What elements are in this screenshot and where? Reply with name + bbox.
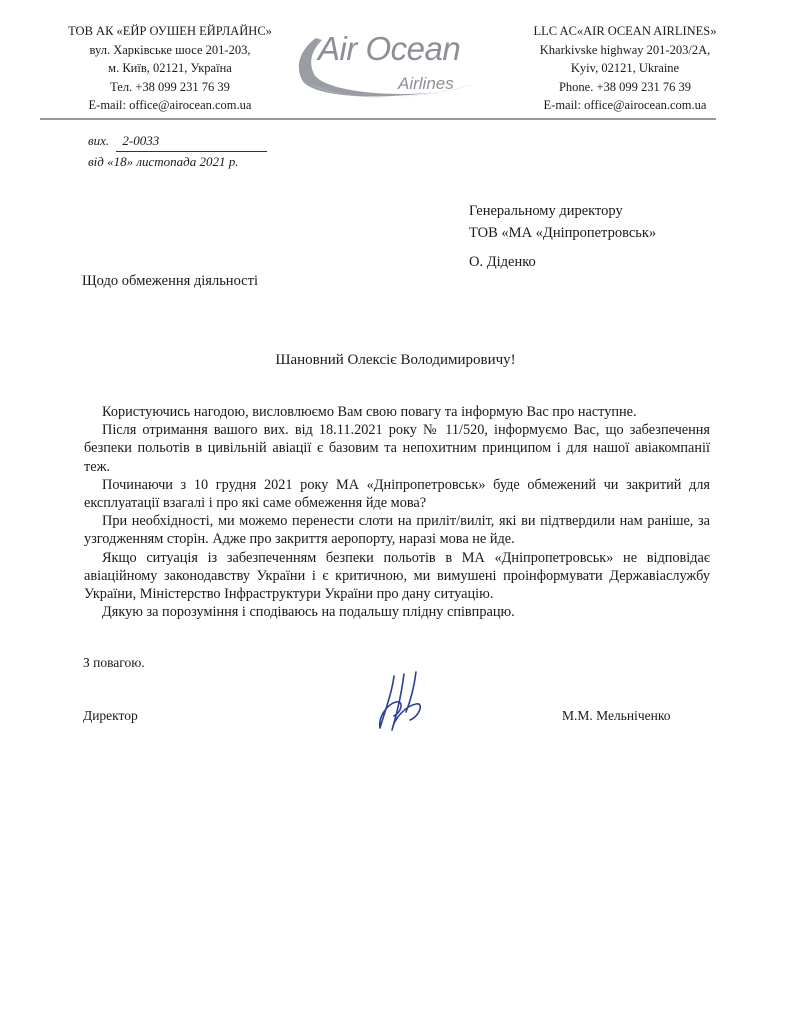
sender-city-en: Kyiv, 02121, Ukraine: [570, 61, 680, 75]
body-paragraph: Дякую за порозуміння і сподіваюсь на подальшу плідну співпрацю.: [102, 604, 515, 621]
addressee-block: [469, 200, 656, 273]
salutation: Шановний Олексіє Володимировичу!: [275, 352, 516, 368]
addressee-name: О. Діденко: [469, 254, 536, 270]
sender-street-en: Kharkivske highway 201-203/2A,: [539, 42, 711, 57]
sender-city-ua: м. Київ, 02121, Україна: [108, 61, 232, 75]
sender-email-en: E-mail: office@airocean.com.ua: [543, 98, 707, 112]
outgoing-number: 2-0033: [116, 131, 267, 152]
body-paragraph: Після отримання вашого вих. від 18.11.2021 року № 11/520, інформуємо Вас, що забезпечення безпеки польотів в цивільній авіації є базовим та непохитним принципом і для нашої авіакомпанії теж.: [84, 422, 710, 475]
sender-phone-ua: Тел. +38 099 231 76 39: [110, 79, 230, 94]
sender-email-ua: E-mail: office@airocean.com.ua: [88, 98, 252, 112]
sender-company-ua: ТОВ АК «ЕЙР ОУШЕН ЕЙРЛАЙНС»: [68, 24, 272, 38]
letter-body: [84, 403, 710, 621]
body-paragraph: Якщо ситуація із забезпеченням безпеки польотів в МА «Дніпропетровськ» не відповідає авіаційному законодавству України і є критичною, ми вимушені проінформувати Державіаслужбу України, Міністерство Інфраструктури України про дану ситуацію.: [84, 549, 710, 603]
signer-name: М.М. Мельніченко: [562, 708, 671, 723]
logo-main-text: Air Ocean: [318, 30, 461, 67]
sender-company-en: LLC AC«AIR OCEAN AIRLINES»: [533, 24, 717, 38]
header-divider: [40, 118, 716, 120]
signature-icon: [368, 668, 438, 738]
logo-sub-text: Airlines: [398, 74, 454, 93]
signer-position: Директор: [83, 708, 138, 723]
addressee-title: Генеральному директору: [469, 203, 623, 219]
addressee-company: ТОВ «МА «Дніпропетровськ»: [469, 225, 657, 241]
body-paragraph: Починаючи з 10 грудня 2021 року МА «Дніпропетровськ» буде обмежений чи закритий для експлуатації взагалі і про які саме обмеження йде мова?: [84, 476, 710, 512]
closing-phrase: З повагою.: [83, 655, 145, 670]
handwritten-signature: [368, 668, 438, 738]
sender-phone-en: Phone. +38 099 231 76 39: [558, 79, 692, 94]
company-logo: [288, 20, 488, 110]
reference-date: від «18» листопада 2021 р.: [88, 154, 239, 169]
body-paragraph: При необхідності, ми можемо перенести слоти на приліт/виліт, які ви підтвердили нам раніше, за узгодженням сторін. Адже про закриття аеропорту, наразі мова не йде.: [84, 513, 710, 548]
letter-subject: Щодо обмеження діяльності: [82, 273, 258, 289]
sender-address-ua: [40, 22, 300, 115]
outgoing-label: вих.: [88, 133, 110, 148]
outgoing-reference: [88, 131, 267, 152]
sender-street-ua: вул. Харківське шосе 201-203,: [89, 42, 251, 57]
sender-address-en: [490, 22, 760, 115]
body-paragraph: Користуючись нагодою, висловлюємо Вам свою повагу та інформую Вас про наступне.: [102, 404, 637, 420]
